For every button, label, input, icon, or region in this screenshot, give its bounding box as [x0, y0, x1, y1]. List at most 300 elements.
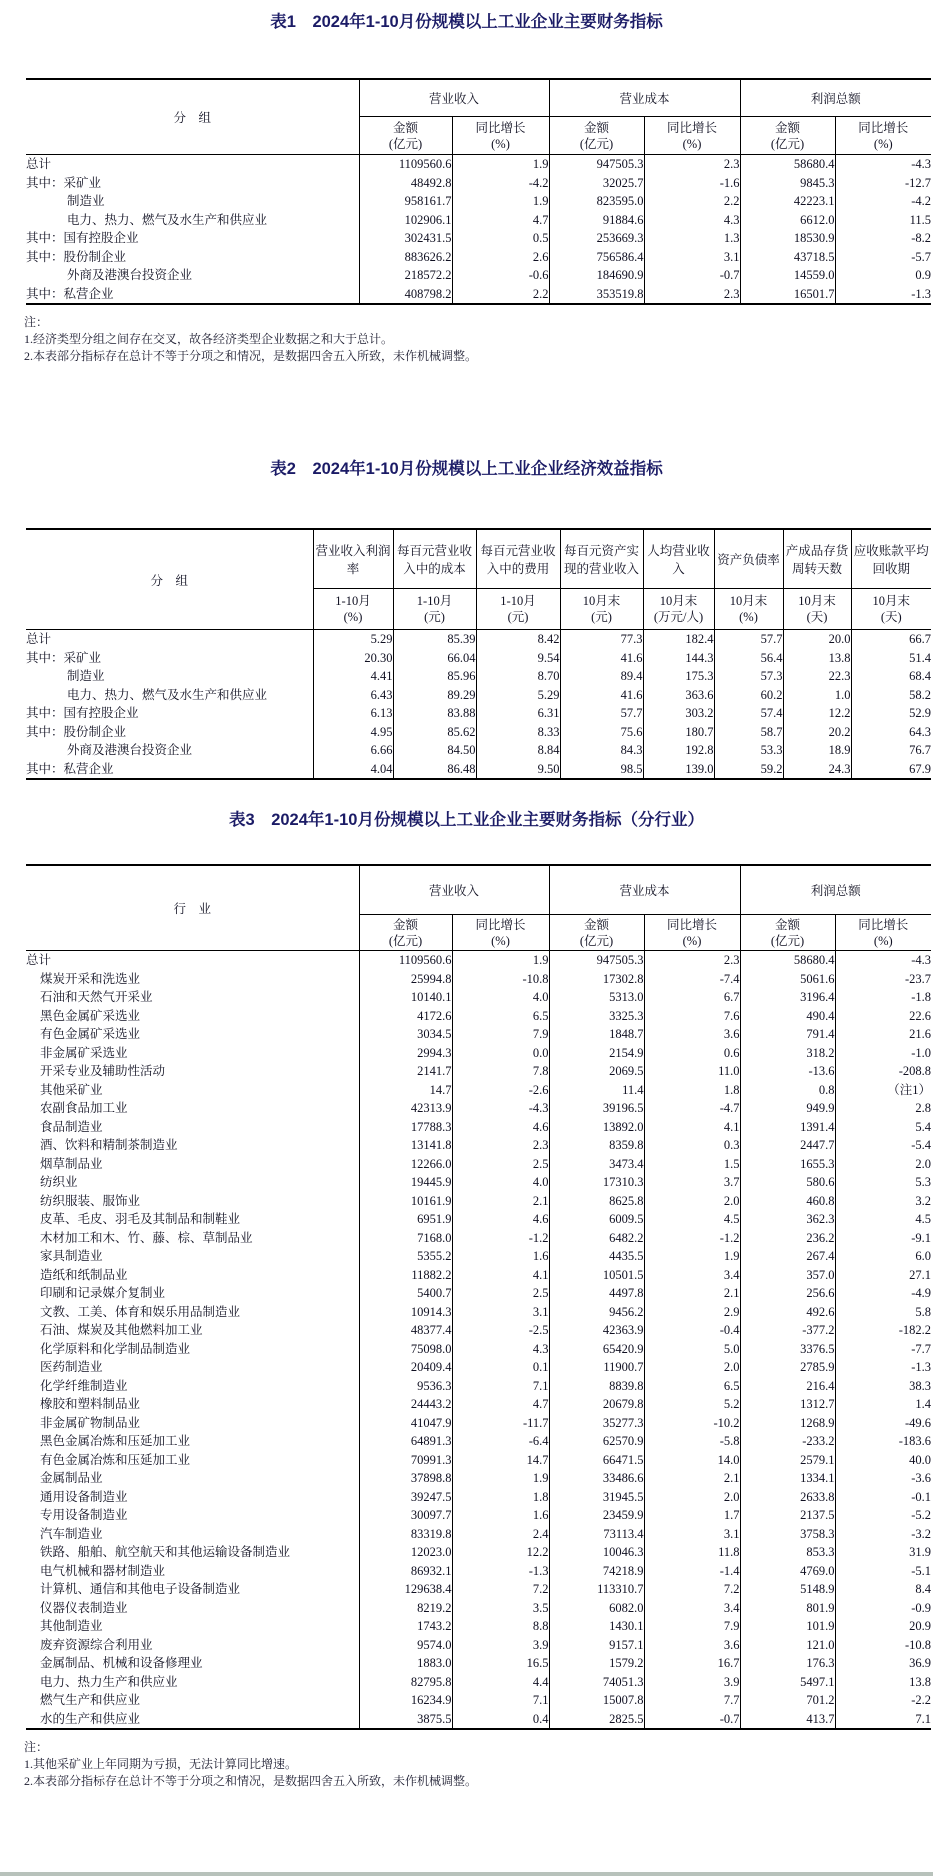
unit-period: 10月末 — [798, 594, 836, 608]
value-cell: 6.7 — [644, 988, 740, 1007]
row-label — [26, 1562, 359, 1581]
value-cell: -4.2 — [835, 192, 931, 211]
value-cell: 7.9 — [644, 1617, 740, 1636]
subheader-line2: (亿元) — [388, 933, 423, 948]
unit-period: 1-10月 — [416, 594, 453, 608]
value-cell: 21.6 — [835, 1025, 931, 1044]
value-cell: 1.4 — [835, 1395, 931, 1414]
value-cell: 31.9 — [835, 1543, 931, 1562]
row-label — [26, 1136, 359, 1155]
row-label — [26, 1488, 359, 1507]
table-row — [26, 988, 931, 1007]
row-label-text: 电力、热力生产和供应业 — [40, 1674, 178, 1689]
value-cell: 5.0 — [644, 1340, 740, 1359]
table-row — [26, 1210, 931, 1229]
value-cell: 33486.6 — [549, 1469, 644, 1488]
row-label-text: 金属制品业 — [40, 1471, 103, 1485]
value-cell: -49.6 — [835, 1414, 931, 1433]
row-label — [26, 1469, 359, 1488]
row-label — [26, 723, 313, 742]
value-cell: -0.7 — [644, 1710, 740, 1730]
value-cell: 11882.2 — [359, 1266, 452, 1285]
value-cell: 22.3 — [783, 667, 851, 686]
row-label-text: 私营企业 — [63, 761, 114, 776]
value-cell: 7.1 — [452, 1691, 549, 1710]
value-cell: 5313.0 — [549, 988, 644, 1007]
table1-table — [26, 78, 931, 305]
value-cell: 39247.5 — [359, 1488, 452, 1507]
value-cell: -208.8 — [835, 1062, 931, 1081]
value-cell: 6009.5 — [549, 1210, 644, 1229]
table-row — [26, 1432, 931, 1451]
value-cell: 57.4 — [714, 704, 783, 723]
row-label-text: 国有控股企业 — [63, 706, 139, 720]
value-cell: 12.2 — [783, 704, 851, 723]
value-cell: 58.7 — [714, 723, 783, 742]
subheader-line2: (%) — [873, 136, 893, 151]
table2-table — [26, 528, 931, 780]
value-cell: 17310.3 — [549, 1173, 644, 1192]
value-cell: 82795.8 — [359, 1673, 452, 1692]
value-cell: 67.9 — [851, 760, 931, 780]
value-cell: -182.2 — [835, 1321, 931, 1340]
subheader-line1: 金额 — [775, 917, 801, 932]
value-cell: 0.8 — [740, 1081, 835, 1100]
value-cell: -4.3 — [452, 1099, 549, 1118]
value-cell: 3.2 — [835, 1192, 931, 1211]
column-subheader — [359, 117, 452, 155]
note-line: 2.本表部分指标存在总计不等于分项之和情况，是数据四舍五入所致，未作机械调整。 — [24, 349, 478, 363]
value-cell: 74218.9 — [549, 1562, 644, 1581]
value-cell: 102906.1 — [359, 211, 452, 230]
value-cell: 8.84 — [476, 741, 560, 760]
value-cell: 41.6 — [560, 686, 643, 705]
table-row — [26, 970, 931, 989]
value-cell: 2069.5 — [549, 1062, 644, 1081]
row-label — [26, 1081, 359, 1100]
value-cell: 2.1 — [644, 1284, 740, 1303]
row-label — [26, 248, 359, 267]
column-header: 每百元营业收入中的成本 — [393, 529, 476, 589]
value-cell: 11900.7 — [549, 1358, 644, 1377]
value-cell: 18530.9 — [740, 229, 835, 248]
value-cell: 89.4 — [560, 667, 643, 686]
row-label — [26, 285, 359, 305]
row-label — [26, 1044, 359, 1063]
row-label-prefix: 其中： — [26, 706, 64, 720]
note-line: 1.其他采矿业上年同期为亏损，无法计算同比增速。 — [24, 1757, 298, 1771]
row-label — [26, 1525, 359, 1544]
value-cell: 7.2 — [644, 1580, 740, 1599]
row-label-text: 酒、饮料和精制茶制造业 — [40, 1138, 178, 1152]
unit-period: 10月末 — [582, 594, 621, 608]
header-row — [26, 79, 931, 117]
value-cell: 9574.0 — [359, 1636, 452, 1655]
column-subheader — [740, 915, 835, 951]
table3-label-header: 行 业 — [26, 865, 359, 951]
value-cell: 8.42 — [476, 630, 560, 649]
value-cell: 357.0 — [740, 1266, 835, 1285]
value-cell: 3.7 — [644, 1173, 740, 1192]
value-cell: -1.2 — [644, 1229, 740, 1248]
row-label — [26, 704, 313, 723]
column-subheader — [549, 915, 644, 951]
value-cell: 13141.8 — [359, 1136, 452, 1155]
value-cell: 5.29 — [476, 686, 560, 705]
value-cell: -1.4 — [644, 1562, 740, 1581]
value-cell: 5.3 — [835, 1173, 931, 1192]
value-cell: 8.4 — [835, 1580, 931, 1599]
value-cell: 1109560.6 — [359, 951, 452, 970]
column-header: 产成品存货周转天数 — [783, 529, 851, 589]
row-label-text: 煤炭开采和洗选业 — [40, 971, 141, 986]
row-label — [26, 649, 313, 668]
value-cell: 6.66 — [313, 741, 393, 760]
table-row — [26, 1266, 931, 1285]
table3-table — [26, 864, 931, 1730]
column-group-header: 营业收入 — [359, 79, 549, 117]
row-label-text: 木材加工和木、竹、藤、棕、草制品业 — [40, 1230, 253, 1245]
value-cell: -10.2 — [644, 1414, 740, 1433]
unit-period: 10月末 — [872, 594, 910, 608]
row-label-prefix: 其中： — [26, 650, 64, 665]
column-unit-header — [851, 589, 931, 630]
value-cell: 8625.8 — [549, 1192, 644, 1211]
value-cell: 59.2 — [714, 760, 783, 780]
value-cell: 2.0 — [644, 1358, 740, 1377]
table-row — [26, 1081, 931, 1100]
value-cell: 5061.6 — [740, 970, 835, 989]
unit-label: (万元/人) — [653, 610, 704, 624]
value-cell: 48492.8 — [359, 174, 452, 193]
row-label — [26, 1580, 359, 1599]
table-row — [26, 1562, 931, 1581]
table-row — [26, 248, 931, 267]
row-label — [26, 1229, 359, 1248]
value-cell: 3.1 — [644, 1525, 740, 1544]
table1-notes — [24, 314, 933, 365]
note-line: 2.本表部分指标存在总计不等于分项之和情况，是数据四舍五入所致，未作机械调整。 — [24, 1774, 478, 1788]
column-header: 人均营业收入 — [643, 529, 714, 589]
row-label — [26, 1099, 359, 1118]
column-group-header: 营业成本 — [549, 79, 740, 117]
unit-label: (%) — [343, 610, 363, 624]
value-cell: 947505.3 — [549, 155, 644, 174]
value-cell: 3376.5 — [740, 1340, 835, 1359]
table-row — [26, 1358, 931, 1377]
value-cell: 2.8 — [835, 1099, 931, 1118]
table-row — [26, 1155, 931, 1174]
row-label — [26, 1710, 359, 1730]
row-label-text: 医药制造业 — [40, 1360, 103, 1374]
table-row — [26, 741, 931, 760]
value-cell: 4.3 — [644, 211, 740, 230]
value-cell: 11.8 — [644, 1543, 740, 1562]
value-cell: 1848.7 — [549, 1025, 644, 1044]
row-label-prefix: 其中： — [26, 286, 64, 301]
row-label — [26, 1358, 359, 1377]
value-cell: 0.5 — [452, 229, 549, 248]
value-cell: 256.6 — [740, 1284, 835, 1303]
table-row — [26, 1025, 931, 1044]
value-cell: 4.6 — [452, 1210, 549, 1229]
value-cell: 0.4 — [452, 1710, 549, 1730]
row-label-text: 采矿业 — [63, 175, 102, 190]
value-cell: 8.8 — [452, 1617, 549, 1636]
value-cell: -2.2 — [835, 1691, 931, 1710]
table-row — [26, 630, 931, 649]
value-cell: -10.8 — [835, 1636, 931, 1655]
table-row — [26, 723, 931, 742]
value-cell: 20.9 — [835, 1617, 931, 1636]
value-cell: 9845.3 — [740, 174, 835, 193]
value-cell: 65420.9 — [549, 1340, 644, 1359]
row-label-text: 外商及港澳台投资企业 — [67, 268, 193, 282]
column-subheader — [835, 915, 931, 951]
value-cell: 4497.8 — [549, 1284, 644, 1303]
row-label — [26, 1432, 359, 1451]
value-cell: 16.7 — [644, 1654, 740, 1673]
table-row — [26, 1247, 931, 1266]
value-cell: 42223.1 — [740, 192, 835, 211]
value-cell: 408798.2 — [359, 285, 452, 305]
column-header: 营业收入利润率 — [313, 529, 393, 589]
value-cell: 7.1 — [452, 1377, 549, 1396]
table-row — [26, 1617, 931, 1636]
table-row — [26, 1469, 931, 1488]
value-cell: 303.2 — [643, 704, 714, 723]
row-label-text: 橡胶和塑料制品业 — [40, 1397, 141, 1411]
table-row — [26, 1451, 931, 1470]
value-cell: 4.7 — [452, 1395, 549, 1414]
row-label — [26, 667, 313, 686]
value-cell: 302431.5 — [359, 229, 452, 248]
value-cell: -5.8 — [644, 1432, 740, 1451]
value-cell: 1.5 — [644, 1155, 740, 1174]
value-cell: 2.3 — [644, 155, 740, 174]
value-cell: 4.5 — [835, 1210, 931, 1229]
value-cell: 14559.0 — [740, 266, 835, 285]
value-cell: 823595.0 — [549, 192, 644, 211]
column-subheader — [644, 915, 740, 951]
row-label — [26, 1155, 359, 1174]
table-row — [26, 1044, 931, 1063]
value-cell: 5400.7 — [359, 1284, 452, 1303]
value-cell: 5148.9 — [740, 1580, 835, 1599]
table-row — [26, 1284, 931, 1303]
value-cell: -2.6 — [452, 1081, 549, 1100]
row-label — [26, 686, 313, 705]
row-label-prefix: 其中： — [26, 249, 64, 264]
value-cell: 2825.5 — [549, 1710, 644, 1730]
value-cell: 11.4 — [549, 1081, 644, 1100]
value-cell: 42363.9 — [549, 1321, 644, 1340]
value-cell: 4.0 — [452, 1173, 549, 1192]
value-cell: 1.6 — [452, 1506, 549, 1525]
value-cell: 9536.3 — [359, 1377, 452, 1396]
value-cell: 0.6 — [644, 1044, 740, 1063]
value-cell: 2994.3 — [359, 1044, 452, 1063]
row-label — [26, 174, 359, 193]
row-label — [26, 1210, 359, 1229]
value-cell: 1109560.6 — [359, 155, 452, 174]
value-cell: -1.6 — [644, 174, 740, 193]
value-cell: 39196.5 — [549, 1099, 644, 1118]
value-cell: 58680.4 — [740, 951, 835, 970]
value-cell: 12023.0 — [359, 1543, 452, 1562]
value-cell: 15007.8 — [549, 1691, 644, 1710]
row-label-text: 纺织服装、服饰业 — [40, 1193, 141, 1208]
value-cell: 13892.0 — [549, 1118, 644, 1137]
value-cell: 1.3 — [644, 229, 740, 248]
table-row — [26, 266, 931, 285]
value-cell: 17788.3 — [359, 1118, 452, 1137]
value-cell: 3034.5 — [359, 1025, 452, 1044]
value-cell: 70991.3 — [359, 1451, 452, 1470]
column-group-header: 营业收入 — [359, 865, 549, 915]
unit-period: 10月末 — [659, 594, 698, 608]
value-cell: 318.2 — [740, 1044, 835, 1063]
table-row — [26, 1654, 931, 1673]
value-cell: 4.41 — [313, 667, 393, 686]
value-cell: -2.5 — [452, 1321, 549, 1340]
row-label — [26, 229, 359, 248]
subheader-line1: 同比增长 — [667, 917, 718, 932]
value-cell: 25994.8 — [359, 970, 452, 989]
table-row — [26, 1710, 931, 1730]
row-label — [26, 192, 359, 211]
subheader-line1: 同比增长 — [475, 120, 526, 135]
table-row — [26, 1599, 931, 1618]
row-label — [26, 1340, 359, 1359]
subheader-line1: 金额 — [584, 120, 610, 135]
unit-label: (元) — [424, 610, 445, 624]
value-cell: 83.88 — [393, 704, 476, 723]
value-cell: 8.33 — [476, 723, 560, 742]
value-cell: 3.1 — [452, 1303, 549, 1322]
column-subheader — [452, 915, 549, 951]
value-cell: 2785.9 — [740, 1358, 835, 1377]
value-cell: 801.9 — [740, 1599, 835, 1618]
value-cell: 60.2 — [714, 686, 783, 705]
value-cell: 66.04 — [393, 649, 476, 668]
value-cell: 64.3 — [851, 723, 931, 742]
value-cell: 2.0 — [644, 1192, 740, 1211]
row-label — [26, 1414, 359, 1433]
table3-notes — [24, 1739, 933, 1790]
row-label-text: 黑色金属矿采选业 — [40, 1008, 141, 1023]
row-label — [26, 1062, 359, 1081]
value-cell: 12266.0 — [359, 1155, 452, 1174]
value-cell: -0.4 — [644, 1321, 740, 1340]
subheader-line2: (亿元) — [579, 136, 614, 151]
value-cell: 24.3 — [783, 760, 851, 780]
column-group-header: 营业成本 — [549, 865, 740, 915]
value-cell: 1334.1 — [740, 1469, 835, 1488]
note-line: 注： — [24, 315, 49, 329]
row-label — [26, 1284, 359, 1303]
row-label-text: 开采专业及辅助性活动 — [40, 1064, 166, 1078]
value-cell: 10161.9 — [359, 1192, 452, 1211]
value-cell: 6082.0 — [549, 1599, 644, 1618]
row-label-text: 有色金属矿采选业 — [40, 1027, 141, 1041]
value-cell: -3.2 — [835, 1525, 931, 1544]
value-cell: 41.6 — [560, 649, 643, 668]
header-row — [26, 865, 931, 915]
row-label-text: 汽车制造业 — [40, 1526, 103, 1541]
value-cell: 1312.7 — [740, 1395, 835, 1414]
value-cell: -0.9 — [835, 1599, 931, 1618]
value-cell: 1.9 — [644, 1247, 740, 1266]
note-line: 1.经济类型分组之间存在交叉，故各经济类型企业数据之和大于总计。 — [24, 332, 394, 346]
value-cell: 86.48 — [393, 760, 476, 780]
row-label-text: 其他制造业 — [40, 1619, 103, 1633]
table-row — [26, 1414, 931, 1433]
value-cell: 2633.8 — [740, 1488, 835, 1507]
value-cell: 20.30 — [313, 649, 393, 668]
value-cell: 76.7 — [851, 741, 931, 760]
row-label-text: 其他采矿业 — [40, 1082, 103, 1097]
value-cell: 192.8 — [643, 741, 714, 760]
column-subheader — [549, 117, 644, 155]
table-row — [26, 649, 931, 668]
row-label — [26, 1636, 359, 1655]
value-cell: -4.3 — [835, 951, 931, 970]
value-cell: 1.9 — [452, 1469, 549, 1488]
table-row — [26, 1192, 931, 1211]
value-cell: 6.5 — [452, 1007, 549, 1026]
row-label-text: 纺织业 — [40, 1175, 78, 1189]
value-cell: 2.2 — [452, 285, 549, 305]
value-cell: 85.62 — [393, 723, 476, 742]
value-cell: 64891.3 — [359, 1432, 452, 1451]
value-cell: 2.3 — [644, 951, 740, 970]
row-label-text: 通用设备制造业 — [40, 1489, 128, 1504]
value-cell: 1.7 — [644, 1506, 740, 1525]
value-cell: -1.8 — [835, 988, 931, 1007]
subheader-line1: 同比增长 — [667, 120, 718, 135]
column-subheader — [359, 915, 452, 951]
value-cell: 17302.8 — [549, 970, 644, 989]
value-cell: 7.7 — [644, 1691, 740, 1710]
value-cell: 5497.1 — [740, 1673, 835, 1692]
value-cell: -9.1 — [835, 1229, 931, 1248]
table-row — [26, 1543, 931, 1562]
value-cell: 9456.2 — [549, 1303, 644, 1322]
row-label — [26, 1506, 359, 1525]
row-label-prefix: 其中： — [26, 761, 64, 776]
value-cell: 86932.1 — [359, 1562, 452, 1581]
table-row — [26, 951, 931, 970]
column-header: 应收账款平均回收期 — [851, 529, 931, 589]
value-cell: 48377.4 — [359, 1321, 452, 1340]
value-cell: 2.0 — [835, 1155, 931, 1174]
column-unit-header — [643, 589, 714, 630]
value-cell: 18.9 — [783, 741, 851, 760]
row-label — [26, 1617, 359, 1636]
value-cell: 38.3 — [835, 1377, 931, 1396]
value-cell: 791.4 — [740, 1025, 835, 1044]
row-label-text: 总计 — [26, 632, 52, 646]
table-row — [26, 1525, 931, 1544]
row-label-text: 石油和天然气开采业 — [40, 990, 153, 1004]
row-label-prefix: 其中： — [26, 724, 64, 739]
value-cell: 20679.8 — [549, 1395, 644, 1414]
value-cell: 9.54 — [476, 649, 560, 668]
value-cell: 74051.3 — [549, 1673, 644, 1692]
value-cell: 176.3 — [740, 1654, 835, 1673]
table-row — [26, 1580, 931, 1599]
